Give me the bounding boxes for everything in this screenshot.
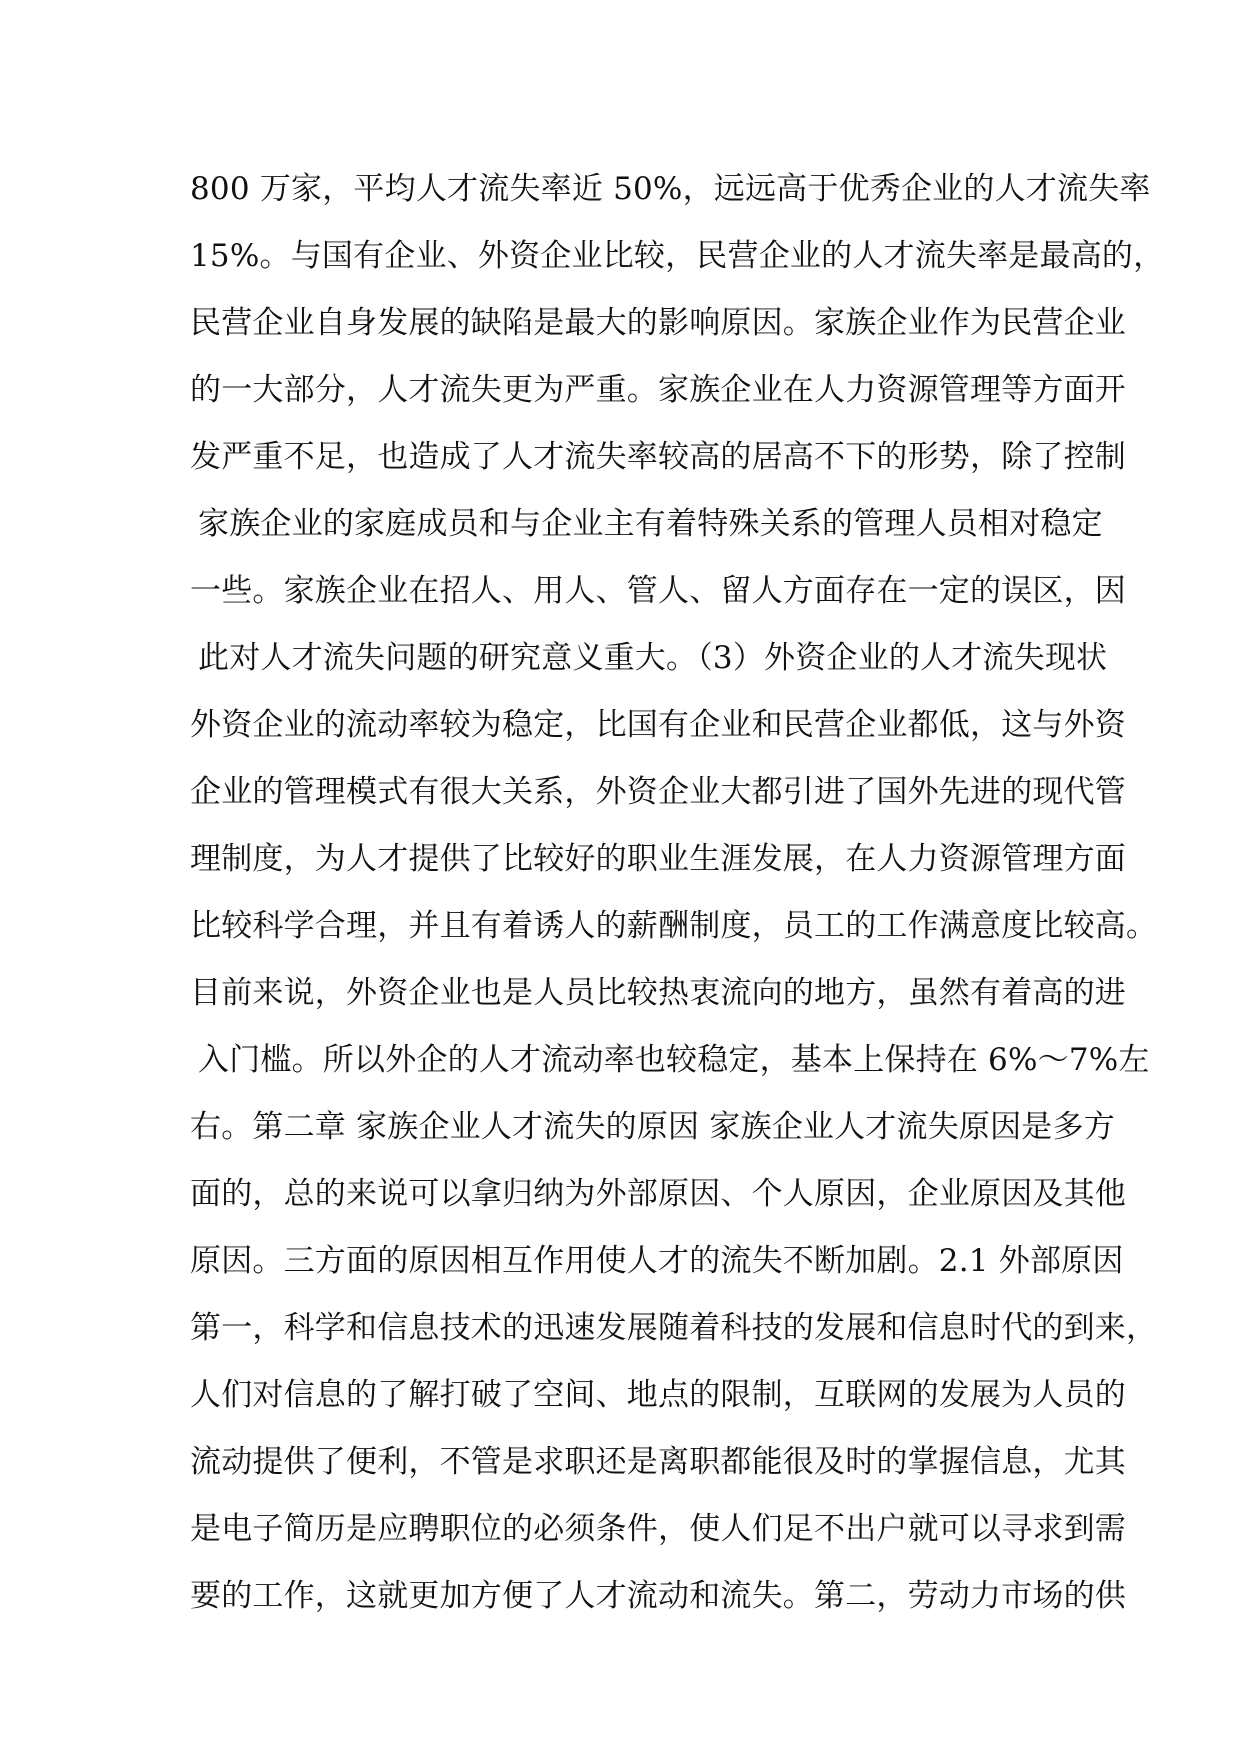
text-line: 比较科学合理，并且有着诱人的薪酬制度，员工的工作满意度比较高。 (190, 908, 1158, 944)
text-line: 800 万家，平均人才流失率近 50%，远远高于优秀企业的人才流失率 (190, 171, 1151, 207)
text-line: 人们对信息的了解打破了空间、地点的限制，互联网的发展为人员的 (190, 1377, 1126, 1413)
text-line: 面的，总的来说可以拿归纳为外部原因、个人原因，企业原因及其他 (190, 1176, 1126, 1212)
text-line: 第一，科学和信息技术的迅速发展随着科技的发展和信息时代的到来， (190, 1310, 1158, 1346)
text-line: 要的工作，这就更加方便了人才流动和流失。第二，劳动力市场的供 (190, 1578, 1126, 1614)
text-line: 理制度，为人才提供了比较好的职业生涯发展，在人力资源管理方面 (190, 841, 1126, 877)
body-text (190, 156, 1165, 1630)
text-line: 的一大部分，人才流失更为严重。家族企业在人力资源管理等方面开 (190, 372, 1126, 408)
text-line: 15%。与国有企业、外资企业比较，民营企业的人才流失率是最高的， (190, 238, 1165, 274)
text-line: 外资企业的流动率较为稳定，比国有企业和民营企业都低，这与外资 (190, 707, 1126, 743)
text-line: 是电子简历是应聘职位的必须条件，使人们足不出户就可以寻求到需 (190, 1511, 1126, 1547)
text-line: 原因。三方面的原因相互作用使人才的流失不断加剧。2.1 外部原因 (190, 1243, 1124, 1279)
text-line: 家族企业的家庭成员和与企业主有着特殊关系的管理人员相对稳定 (198, 506, 1103, 542)
text-line: 企业的管理模式有很大关系，外资企业大都引进了国外先进的现代管 (190, 774, 1126, 810)
text-line: 目前来说，外资企业也是人员比较热衷流向的地方，虽然有着高的进 (190, 975, 1126, 1011)
text-line: 此对人才流失问题的研究意义重大。（3）外资企业的人才流失现状 (198, 640, 1108, 676)
text-line: 流动提供了便利，不管是求职还是离职都能很及时的掌握信息，尤其 (190, 1444, 1126, 1480)
text-line: 民营企业自身发展的缺陷是最大的影响原因。家族企业作为民营企业 (190, 305, 1126, 341)
text-line: 一些。家族企业在招人、用人、管人、留人方面存在一定的误区，因 (190, 573, 1126, 609)
text-line: 右。第二章 家族企业人才流失的原因 家族企业人才流失原因是多方 (190, 1109, 1115, 1145)
text-line: 发严重不足，也造成了人才流失率较高的居高不下的形势，除了控制 (190, 439, 1126, 475)
text-line: 入门槛。所以外企的人才流动率也较稳定，基本上保持在 6%～7%左 (198, 1042, 1150, 1078)
